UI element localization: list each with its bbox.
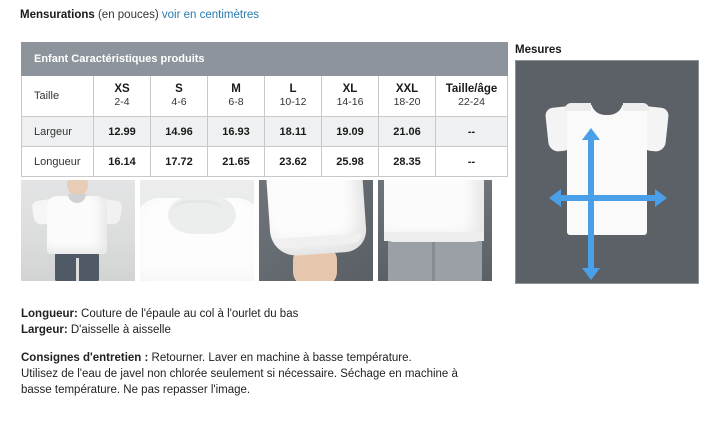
size-range: 10-12 [279, 96, 307, 108]
care-title: Consignes d'entretien : [21, 352, 149, 364]
care-line-1 [21, 350, 501, 366]
care-line-2: Utilisez de l'eau de javel non chlorée seulement si nécessaire. Séchage en machine à [21, 368, 458, 380]
cell-largeur-m: 16.93 [208, 117, 265, 147]
care-text-1: Retourner. Laver en machine à basse température. [148, 352, 412, 364]
size-name: L [289, 83, 297, 95]
table-row [22, 117, 508, 147]
header-cell-xs [94, 76, 151, 117]
header-cell-s [151, 76, 208, 117]
size-range: 22-24 [458, 96, 485, 108]
size-range: 2-4 [114, 96, 130, 108]
table-caption: Enfant Caractéristiques produits [22, 43, 508, 76]
note-term-largeur: Largeur: [21, 324, 68, 336]
size-range: 4-6 [171, 96, 187, 108]
care-line-3: basse température. Ne pas repasser l'image. [21, 384, 251, 396]
header-cell-taille: Taille [22, 76, 94, 117]
size-name: XXL [395, 83, 419, 95]
cell-longueur-xl: 25.98 [322, 147, 379, 177]
cell-largeur-age: -- [436, 117, 508, 147]
size-name: S [175, 83, 183, 95]
cell-largeur-xxl: 21.06 [379, 117, 436, 147]
cell-largeur-xs: 12.99 [94, 117, 151, 147]
measures-diagram [515, 60, 699, 284]
cell-longueur-xs: 16.14 [94, 147, 151, 177]
length-arrow-icon [588, 139, 594, 269]
cell-largeur-xl: 19.09 [322, 117, 379, 147]
table-row [22, 147, 508, 177]
measures-title: Mesures [515, 44, 562, 56]
note-term-longueur: Longueur: [21, 308, 78, 320]
size-name: Taille/âge [445, 83, 498, 95]
table-header-row [22, 76, 508, 117]
cell-longueur-l: 23.62 [265, 147, 322, 177]
size-name: M [231, 83, 241, 95]
size-range: 18-20 [393, 96, 421, 108]
product-photo-strip [21, 180, 492, 281]
header-cell-taille-age [436, 76, 508, 117]
measurements-header [20, 9, 259, 21]
size-table [21, 42, 508, 177]
product-photo-bottom-hem[interactable] [378, 180, 492, 281]
cell-largeur-l: 18.11 [265, 117, 322, 147]
size-range: 14-16 [336, 96, 364, 108]
cell-longueur-s: 17.72 [151, 147, 208, 177]
header-cell-l [265, 76, 322, 117]
note-text-longueur: Couture de l'épaule au col à l'ourlet du bas [77, 308, 299, 320]
note-longueur [21, 306, 491, 322]
product-photo-full-shirt[interactable] [21, 180, 135, 281]
cell-largeur-s: 14.96 [151, 117, 208, 147]
note-largeur [21, 322, 491, 338]
row-label-longueur: Longueur [22, 147, 94, 177]
measurement-notes [21, 306, 491, 338]
row-label-largeur: Largeur [22, 117, 94, 147]
size-range: 6-8 [228, 96, 244, 108]
tshirt-outline-icon [549, 95, 665, 235]
cell-longueur-m: 21.65 [208, 147, 265, 177]
measurements-title: Mensurations [20, 9, 95, 21]
product-photo-collar[interactable] [140, 180, 254, 281]
view-centimeters-link[interactable]: voir en centimètres [161, 9, 260, 21]
width-arrow-icon [560, 195, 656, 201]
size-name: XL [342, 83, 358, 95]
size-name: XS [114, 83, 130, 95]
table-caption-row [22, 43, 508, 76]
cell-longueur-xxl: 28.35 [379, 147, 436, 177]
measurements-unit-note: (en pouces) [97, 9, 159, 21]
header-cell-m [208, 76, 265, 117]
size-table-wrapper [21, 42, 498, 177]
header-cell-xl [322, 76, 379, 117]
product-photo-sleeve[interactable] [259, 180, 373, 281]
note-text-largeur: D'aisselle à aisselle [67, 324, 171, 336]
header-cell-xxl [379, 76, 436, 117]
cell-longueur-age: -- [436, 147, 508, 177]
care-instructions [21, 350, 501, 398]
